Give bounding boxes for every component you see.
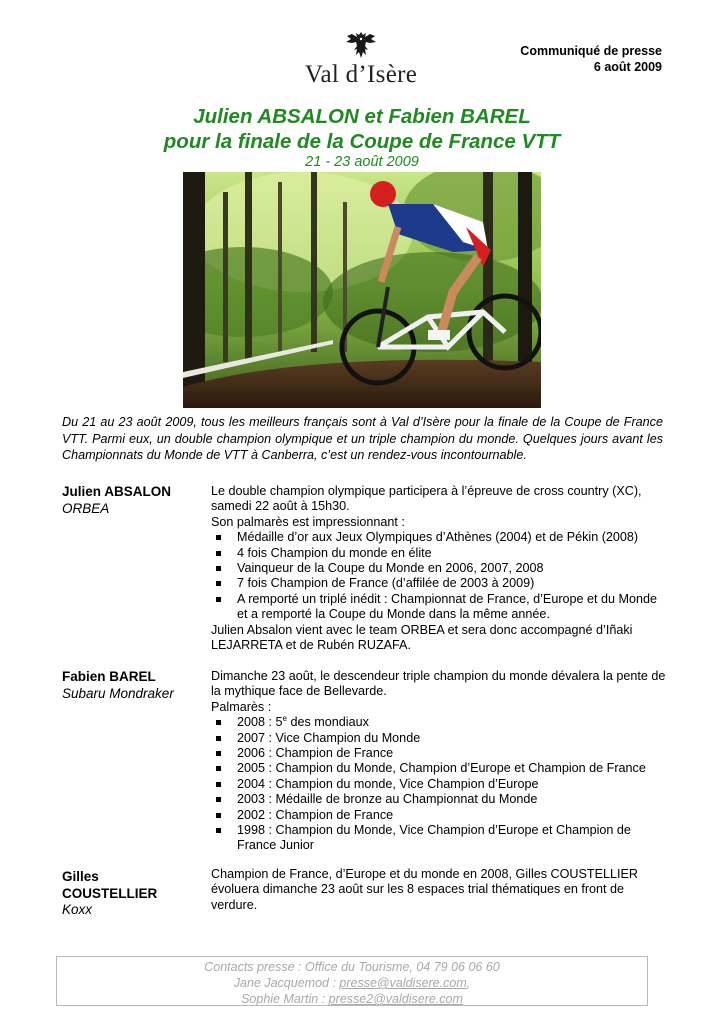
list-item: Vainqueur de la Coupe du Monde en 2006, 2007, 2008 bbox=[211, 561, 666, 576]
contact-line-sophie: Sophie Martin : presse2@valdisere.com bbox=[241, 992, 463, 1006]
rider-absalon-name-block bbox=[62, 484, 202, 517]
rider-team: ORBEA bbox=[62, 500, 110, 516]
rider-lead: Dimanche 23 août, le descendeur triple champion du monde dévalera la pente de la mythique face de Bellevarde. bbox=[211, 669, 666, 699]
title-line-2: pour la finale de la Coupe de France VTT bbox=[163, 130, 561, 153]
email-link-presse2[interactable]: presse2@valdisere.com bbox=[328, 992, 463, 1006]
rider-team: Subaru Mondraker bbox=[62, 685, 174, 701]
rider-barel-description bbox=[211, 669, 666, 854]
email-link-presse[interactable]: presse@valdisere.com bbox=[339, 976, 467, 990]
intro-paragraph: Du 21 au 23 août 2009, tous les meilleurs français sont à Val d’Isère pour la finale de la Coupe de France VTT. Parmi eux, un double champion olympique et un triple champion du monde. Quelques jours avant les Championnats du Monde de VTT à Canberra, c’est un rendez-vous incontournable. bbox=[62, 415, 663, 462]
rider-team: Koxx bbox=[62, 902, 93, 917]
press-label: Communiqué de presse bbox=[520, 44, 662, 58]
list-item: 2007 : Vice Champion du Monde bbox=[211, 731, 666, 746]
contact-line-jane: Jane Jacquemod : presse@valdisere.com, bbox=[233, 976, 471, 990]
rider-coustellier-name-block bbox=[62, 869, 202, 919]
title-line-1: Julien ABSALON et Fabien BAREL bbox=[193, 105, 531, 128]
palmares-list bbox=[211, 715, 666, 854]
list-item: 2004 : Champion du monde, Vice Champion d’Europe bbox=[211, 777, 666, 792]
palmares-intro: Son palmarès est impressionnant : bbox=[211, 514, 405, 529]
list-item: 1998 : Champion du Monde, Vice Champion d’Europe et Champion de France Junior bbox=[211, 823, 666, 854]
rider-name-last: COUSTELLIER bbox=[62, 885, 158, 901]
list-item: 2002 : Champion de France bbox=[211, 808, 666, 823]
logo-text: Val d’Isère bbox=[304, 61, 418, 88]
rider-name: Julien ABSALON bbox=[62, 484, 172, 499]
list-item: 2008 : 5e des mondiaux bbox=[211, 715, 666, 730]
event-dates: 21 - 23 août 2009 bbox=[305, 154, 419, 170]
rider-coustellier-description: Champion de France, d’Europe et du monde en 2008, Gilles COUSTELLIER évoluera dimanche 23 août sur les 8 espaces trial thématiques en front de verdure. bbox=[211, 867, 639, 912]
palmares-list bbox=[211, 530, 666, 622]
rider-absalon-description bbox=[211, 484, 666, 653]
rider-lead: Le double champion olympique participera à l’épreuve de cross country (XC), samedi 22 août à 15h30. bbox=[211, 484, 642, 514]
mountain-biker-image bbox=[183, 172, 541, 408]
list-item: 7 fois Champion de France (d’affilée de 2003 à 2009) bbox=[211, 576, 666, 591]
contact-line-office: Contacts presse : Office du Tourisme, 04 79 06 06 60 bbox=[204, 960, 500, 974]
rider-barel-name-block bbox=[62, 669, 202, 702]
press-contacts-box bbox=[56, 956, 648, 1006]
list-item: 2006 : Champion de France bbox=[211, 746, 666, 761]
rider-name: Fabien BAREL bbox=[62, 669, 156, 684]
list-item: 2003 : Médaille de bronze au Championnat du Monde bbox=[211, 792, 666, 807]
rider-closing: Julien Absalon vient avec le team ORBEA et sera donc accompagné d’Iñaki LEJARRETA et de Rubén RUZAFA. bbox=[211, 622, 633, 653]
list-item: 4 fois Champion du monde en élite bbox=[211, 546, 666, 561]
list-item: Médaille d’or aux Jeux Olympiques d’Athènes (2004) et de Pékin (2008) bbox=[211, 530, 666, 545]
press-date: 6 août 2009 bbox=[593, 60, 662, 74]
rider-photo bbox=[183, 172, 541, 408]
val-disere-logo bbox=[296, 30, 426, 90]
press-header bbox=[520, 43, 662, 75]
eagle-crest-icon bbox=[344, 30, 378, 60]
list-item: 2005 : Champion du Monde, Champion d’Europe et Champion de France bbox=[211, 761, 666, 776]
page-title bbox=[0, 104, 724, 154]
palmares-intro: Palmarès : bbox=[211, 699, 272, 714]
list-item: A remporté un triplé inédit : Championnat de France, d’Europe et du Monde et a remporté la Coupe du Monde dans la même année. bbox=[211, 592, 666, 623]
rider-name-first: Gilles bbox=[62, 869, 99, 884]
